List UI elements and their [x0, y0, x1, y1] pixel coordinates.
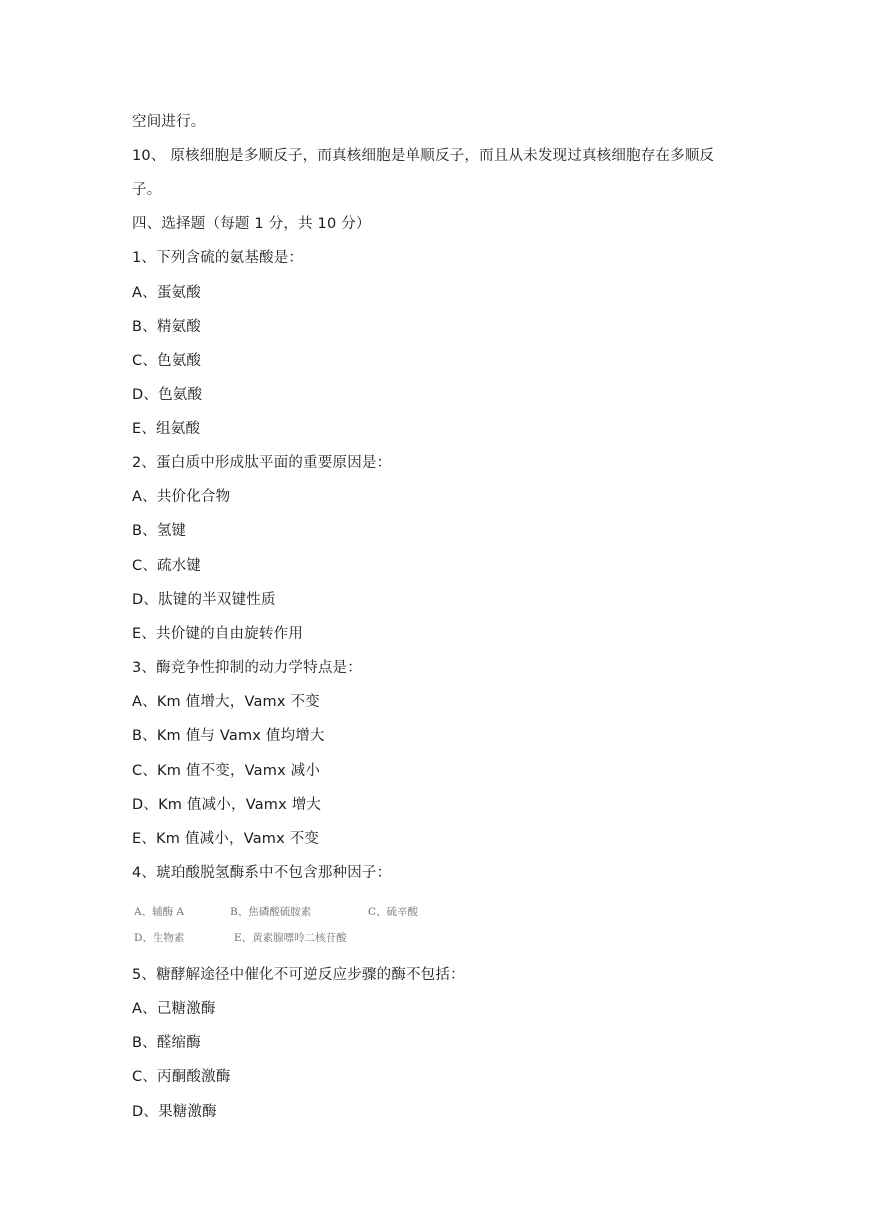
- text-line: 10、 原核细胞是多顺反子，而真核细胞是单顺反子，而且从未发现过真核细胞存在多顺反: [132, 148, 715, 164]
- options-image: [132, 900, 432, 948]
- question-stem: 4、琥珀酸脱氢酶系中不包含那种因子：: [132, 865, 392, 881]
- question-stem: 5、糖酵解途径中催化不可逆反应步骤的酶不包括：: [132, 967, 465, 983]
- answer-option: B、氢键: [132, 523, 187, 539]
- answer-option: E、共价键的自由旋转作用: [132, 626, 304, 642]
- answer-option: E、Km 值减小，Vamx 不变: [132, 831, 320, 847]
- image-option-b: B、焦磷酸硫胺素: [230, 906, 312, 918]
- answer-option: C、疏水键: [132, 558, 202, 574]
- answer-option: D、肽键的半双键性质: [132, 592, 276, 608]
- question-stem: 2、蛋白质中形成肽平面的重要原因是：: [132, 455, 392, 471]
- answer-option: D、Km 值减小，Vamx 增大: [132, 797, 322, 813]
- answer-option: D、果糖激酶: [132, 1104, 217, 1120]
- answer-option: A、蛋氨酸: [132, 285, 201, 301]
- answer-option: C、丙酮酸激酶: [132, 1069, 231, 1085]
- answer-option: D、色氨酸: [132, 387, 203, 403]
- question-stem: 1、下列含硫的氨基酸是：: [132, 250, 304, 266]
- answer-option: A、共价化合物: [132, 489, 231, 505]
- answer-option: B、Km 值与 Vamx 值均增大: [132, 728, 325, 744]
- answer-option: B、精氨酸: [132, 319, 201, 335]
- image-option-e: E、黄素腺嘌呤二核苷酸: [234, 932, 347, 944]
- text-line: 空间进行。: [132, 114, 206, 130]
- answer-option: B、醛缩酶: [132, 1035, 201, 1051]
- text-line: 子。: [132, 182, 162, 198]
- image-option-c: C、硫辛酸: [368, 906, 419, 918]
- answer-option: A、己糖激酶: [132, 1001, 216, 1017]
- answer-option: A、Km 值增大，Vamx 不变: [132, 694, 320, 710]
- section-heading: 四、选择题（每题 1 分，共 10 分）: [132, 216, 371, 232]
- question-stem: 3、酶竞争性抑制的动力学特点是：: [132, 660, 362, 676]
- image-option-d: D、生物素: [134, 932, 185, 944]
- image-option-a: A、辅酶 A: [134, 906, 185, 918]
- answer-option: C、Km 值不变，Vamx 减小: [132, 763, 321, 779]
- answer-option: E、组氨酸: [132, 421, 201, 437]
- answer-option: C、色氨酸: [132, 353, 202, 369]
